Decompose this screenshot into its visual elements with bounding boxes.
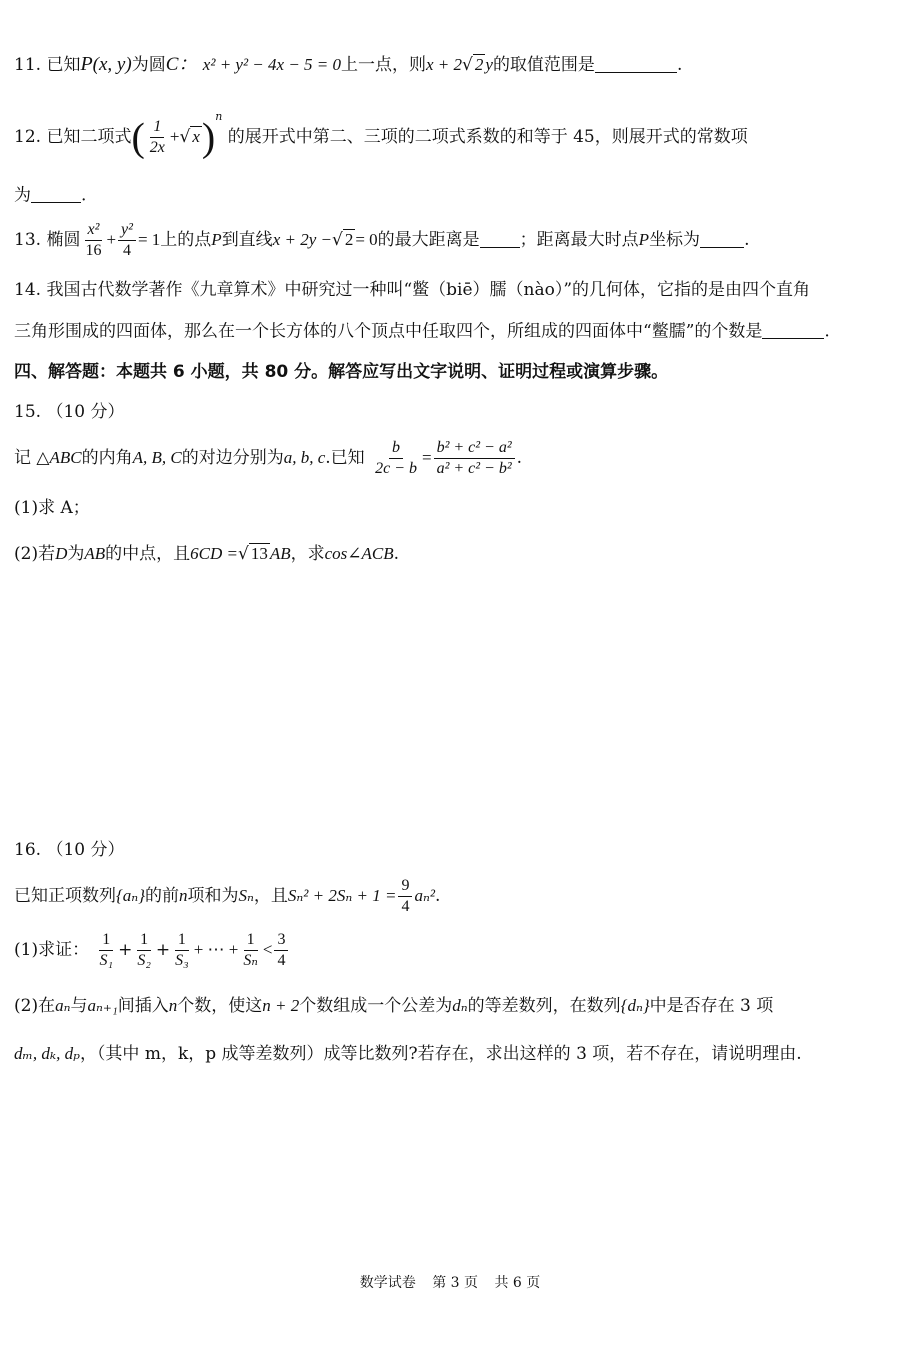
question-11: 11. 已知P(x, y)为圆C： x² + y² − 4x − 5 = 0上一点，则x + 2√ 2 y的取值范围是 .: [14, 53, 683, 75]
question-13: 13. 椭圆 $\frac{\text{x²}}{16}$ + $\frac{\text{y²}}{4}$ = 1上的点P到直线x + 2y −√ 2 = 0的最大距离是 ；距离最大时点P坐标为 .: [14, 221, 750, 259]
footer-page-number: 第 3 页: [432, 1275, 478, 1291]
question-12: 12. 已知二项式( $\frac{1}{2x}$ +√ x)$^n$ 的展开式中第二、三项的二项式系数的和等于 45，则展开式的常数项: [14, 110, 748, 160]
question-16-part-2-continued: dₘ, dₖ, dₚ，（其中 m，k，p 成等差数列）成等比数列?若存在，求出这样的 3 项，若不存在，请说明理由.: [14, 1044, 802, 1064]
sqrt-symbol: √ 13: [238, 544, 268, 564]
q11-circle-equation: x² + y² − 4x − 5 = 0: [202, 55, 342, 74]
footer-total-pages: 共 6 页: [494, 1275, 541, 1291]
answer-blank[interactable]: [480, 229, 520, 248]
footer-subject: 数学试卷: [359, 1275, 416, 1291]
sqrt-symbol: √ 2: [462, 55, 484, 75]
question-15-header: 15. （10 分）: [14, 402, 125, 422]
question-14-continued: 三角形围成的四面体，那么在一个长方体的八个顶点中任取四个，所组成的四面体中“鳖臑”的个数是 .: [14, 321, 830, 342]
question-14: 14. 我国古代数学著作《九章算术》中研究过一种叫“鳖（biē）臑（nào）”的几何体，它指的是由四个直角: [14, 280, 811, 300]
sqrt-symbol: √ x: [179, 127, 200, 147]
sqrt-symbol: √ 2: [331, 230, 354, 250]
answer-blank[interactable]: [700, 229, 744, 248]
question-16-part-2: (2)在aₙ与aₙ₊₁间插入n个数，使这n + 2个数组成一个公差为dₙ的等差数列，在数列{dₙ}中是否存在 3 项: [14, 996, 774, 1016]
page-footer: [0, 1272, 900, 1292]
question-15-part-1: (1)求 A；: [14, 498, 90, 518]
answer-blank[interactable]: [762, 320, 824, 339]
q12-number: 12.: [14, 127, 42, 147]
question-16-part-1: (1)求证： $\frac{1}{\text{S₁}}$ + $\frac{1}{\text{S₂}}$ + $\frac{1}{\text{S₃}}$ + ⋯ + $\frac{1}{\text{Sₙ}}$ < $\frac{3}{4}$: [14, 930, 290, 971]
question-16-header: 16. （10 分）: [14, 840, 125, 860]
q14-number: 14.: [14, 280, 42, 300]
question-15-stem: 记 △ABC的内角A, B, C的对边分别为a, b, c.已知 $\frac{b}{2c - b}$ = $\frac{\text{b² + c² − a²}}{\text{a² + c² − b²}}$ .: [14, 439, 523, 477]
answer-blank[interactable]: [31, 184, 81, 203]
q13-number: 13.: [14, 230, 42, 250]
question-15-part-2: (2)若D为AB的中点，且6CD =√ 13 AB，求cos∠ACB.: [14, 544, 400, 564]
question-16-stem: 已知正项数列{aₙ}的前n项和为Sₙ，且Sₙ² + 2Sₙ + 1 = $\frac{9}{4}$ aₙ².: [14, 877, 441, 915]
question-12-continued: 为 .: [14, 185, 87, 206]
q12-fraction: $\frac{1}{2x}$: [149, 118, 165, 156]
q11-number: 11.: [14, 55, 42, 75]
section-heading: 四、解答题：本题共 6 小题，共 80 分。解答应写出文字说明、证明过程或演算步骤。: [14, 362, 669, 382]
answer-blank[interactable]: [595, 54, 677, 73]
